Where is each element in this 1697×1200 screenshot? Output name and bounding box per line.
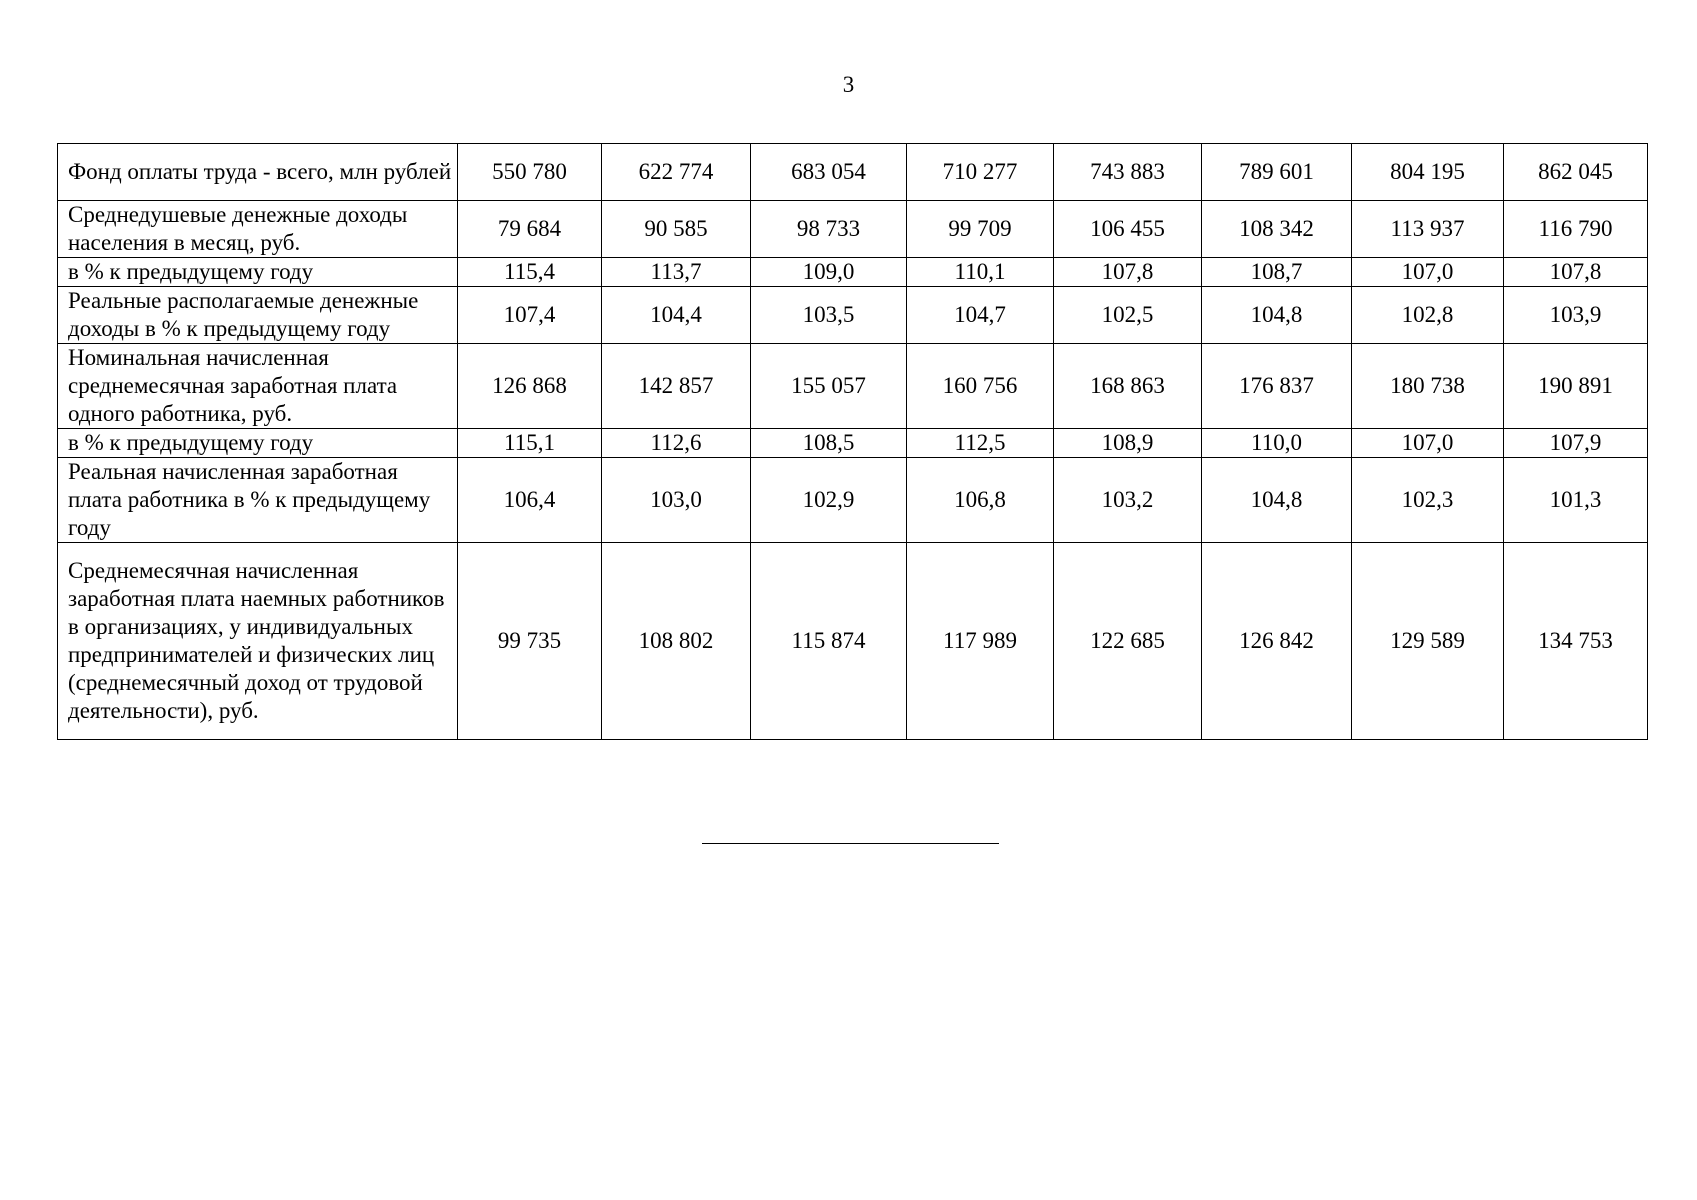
table-cell: 101,3 — [1504, 458, 1648, 543]
table-cell: 106 455 — [1054, 201, 1202, 258]
table-cell: 710 277 — [907, 144, 1054, 201]
table-cell: 117 989 — [907, 543, 1054, 740]
table-cell: 743 883 — [1054, 144, 1202, 201]
table-cell: 129 589 — [1352, 543, 1504, 740]
table-cell: 115,1 — [458, 429, 602, 458]
table-cell: 789 601 — [1202, 144, 1352, 201]
table-cell: 108,9 — [1054, 429, 1202, 458]
row-label: Реальная начисленная заработная плата работника в % к предыдущему году — [58, 458, 458, 543]
table-cell: 190 891 — [1504, 344, 1648, 429]
row-label: Среднедушевые денежные доходы населения в месяц, руб. — [58, 201, 458, 258]
table-cell: 113 937 — [1352, 201, 1504, 258]
table-cell: 104,4 — [602, 287, 751, 344]
row-label: в % к предыдущему году — [58, 429, 458, 458]
table-cell: 110,0 — [1202, 429, 1352, 458]
table-cell: 112,6 — [602, 429, 751, 458]
table-cell: 180 738 — [1352, 344, 1504, 429]
table-cell: 176 837 — [1202, 344, 1352, 429]
table-cell: 99 735 — [458, 543, 602, 740]
table-row — [58, 258, 1648, 287]
row-label: в % к предыдущему году — [58, 258, 458, 287]
table-cell: 104,8 — [1202, 287, 1352, 344]
table-cell: 103,5 — [751, 287, 907, 344]
table-cell: 106,8 — [907, 458, 1054, 543]
table-row — [58, 543, 1648, 740]
table-row — [58, 287, 1648, 344]
table-cell: 79 684 — [458, 201, 602, 258]
table-row — [58, 201, 1648, 258]
table-cell: 103,0 — [602, 458, 751, 543]
table-cell: 126 868 — [458, 344, 602, 429]
table-cell: 108,7 — [1202, 258, 1352, 287]
table-cell: 113,7 — [602, 258, 751, 287]
table-row — [58, 458, 1648, 543]
table-cell: 168 863 — [1054, 344, 1202, 429]
table-cell: 107,8 — [1054, 258, 1202, 287]
table-cell: 683 054 — [751, 144, 907, 201]
table-cell: 622 774 — [602, 144, 751, 201]
table-cell: 99 709 — [907, 201, 1054, 258]
table-cell: 108 802 — [602, 543, 751, 740]
row-label: Номинальная начисленная среднемесячная заработная плата одного работника, руб. — [58, 344, 458, 429]
table-cell: 115 874 — [751, 543, 907, 740]
table-cell: 102,3 — [1352, 458, 1504, 543]
table-cell: 155 057 — [751, 344, 907, 429]
table-cell: 104,8 — [1202, 458, 1352, 543]
row-label: Фонд оплаты труда - всего, млн рублей — [58, 144, 458, 201]
table-cell: 106,4 — [458, 458, 602, 543]
table-cell: 103,9 — [1504, 287, 1648, 344]
row-label: Среднемесячная начисленная заработная плата наемных работников в организациях, у индивидуальных предпринимателей и физических лиц (среднемесячный доход от трудовой деятельности), руб. — [58, 543, 458, 740]
indicators-table — [57, 143, 1648, 740]
table-cell: 102,9 — [751, 458, 907, 543]
table-cell: 108 342 — [1202, 201, 1352, 258]
table-cell: 103,2 — [1054, 458, 1202, 543]
row-label: Реальные располагаемые денежные доходы в % к предыдущему году — [58, 287, 458, 344]
table-cell: 107,0 — [1352, 429, 1504, 458]
table-cell: 550 780 — [458, 144, 602, 201]
table-cell: 90 585 — [602, 201, 751, 258]
table-cell: 862 045 — [1504, 144, 1648, 201]
table-cell: 116 790 — [1504, 201, 1648, 258]
table-cell: 112,5 — [907, 429, 1054, 458]
table-cell: 107,0 — [1352, 258, 1504, 287]
table-cell: 110,1 — [907, 258, 1054, 287]
table-cell: 104,7 — [907, 287, 1054, 344]
table-cell: 122 685 — [1054, 543, 1202, 740]
table-row — [58, 429, 1648, 458]
table-cell: 107,9 — [1504, 429, 1648, 458]
table-cell: 160 756 — [907, 344, 1054, 429]
table-cell: 107,4 — [458, 287, 602, 344]
table-cell: 107,8 — [1504, 258, 1648, 287]
closing-rule — [702, 843, 999, 844]
page-number: 3 — [842, 72, 855, 97]
table-cell: 108,5 — [751, 429, 907, 458]
table-cell: 102,5 — [1054, 287, 1202, 344]
table-cell: 142 857 — [602, 344, 751, 429]
table-cell: 102,8 — [1352, 287, 1504, 344]
table-cell: 109,0 — [751, 258, 907, 287]
table-cell: 804 195 — [1352, 144, 1504, 201]
table-cell: 134 753 — [1504, 543, 1648, 740]
table-cell: 126 842 — [1202, 543, 1352, 740]
table-cell: 115,4 — [458, 258, 602, 287]
table-row — [58, 344, 1648, 429]
table-cell: 98 733 — [751, 201, 907, 258]
table-row — [58, 144, 1648, 201]
